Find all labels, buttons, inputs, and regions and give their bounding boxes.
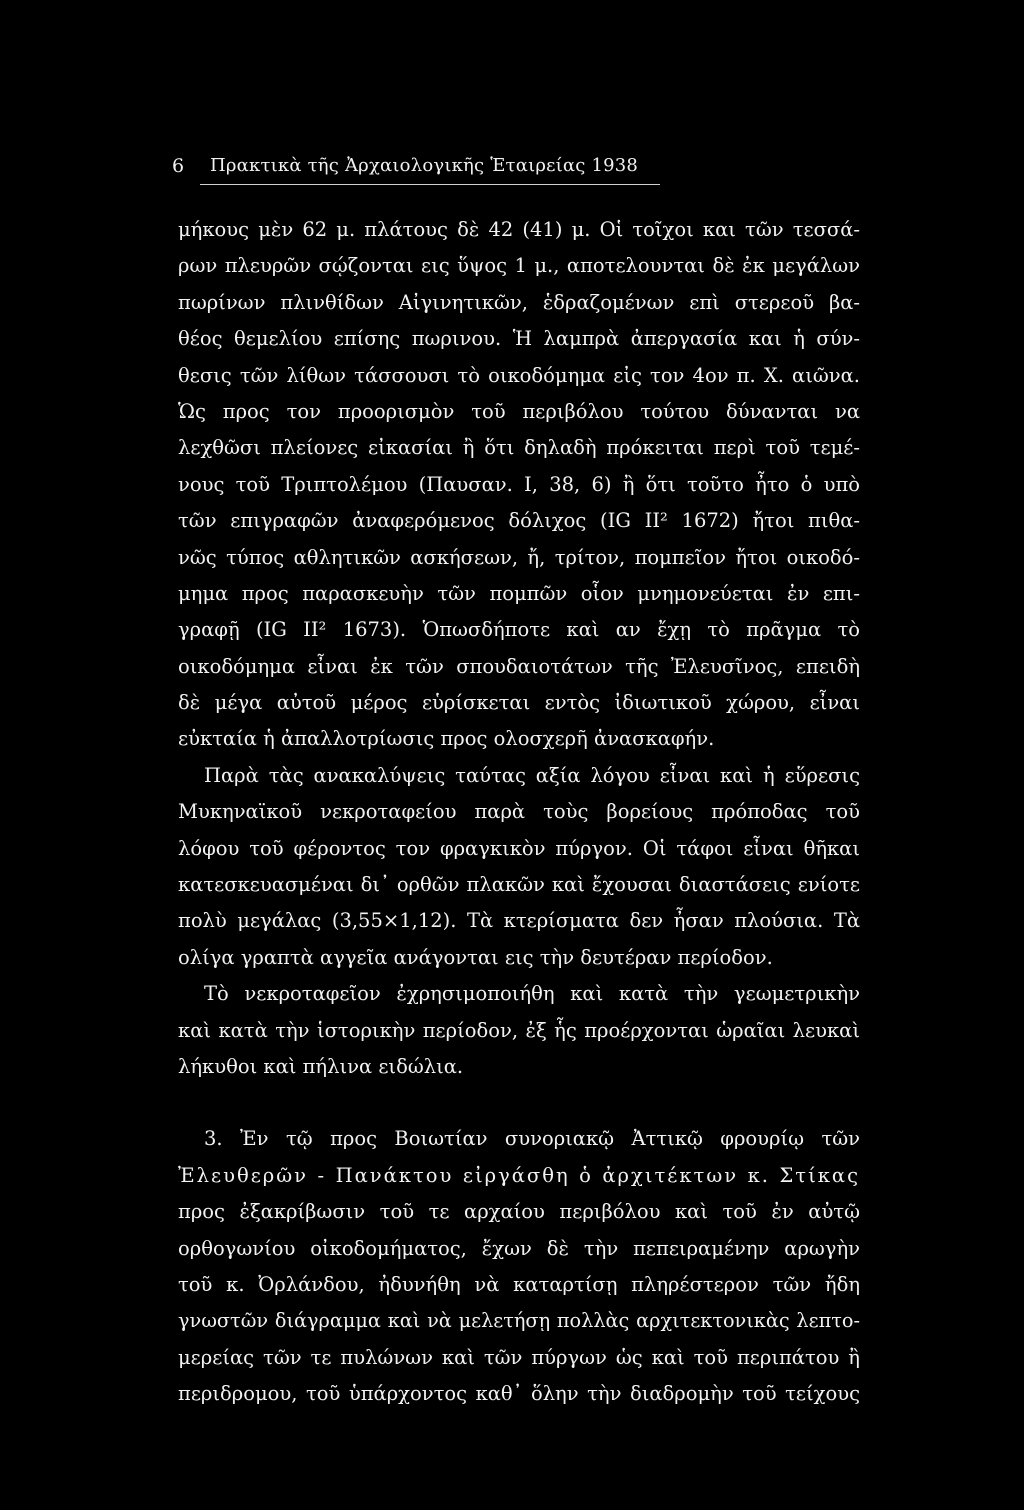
text-line: περιδρομου, τοῦ ὑπάρχοντος καθ᾽ ὅλην τὴν διαδρομὴν τοῦ τείχους xyxy=(178,1382,860,1406)
text-line: τοῦ κ. Ὀρλάνδου, ἠδυνήθη νὰ καταρτίσῃ πληρέστερον τῶν ἤδη xyxy=(178,1272,860,1296)
text-line: ρων πλευρῶν σῴζονται εις ὕψος 1 μ., αποτελουνται δὲ ἐκ μεγάλων xyxy=(178,254,860,278)
body-text xyxy=(178,212,860,1413)
text-line: τῶν επιγραφῶν ἀναφερόμενος δόλιχος (IG II² 1672) ἤτοι πιθα- xyxy=(178,509,860,533)
page-header xyxy=(172,155,862,185)
text-line: λήκυθοι καὶ πήλινα ειδώλια. xyxy=(178,1054,464,1078)
text-line: μήκους μὲν 62 μ. πλάτους δὲ 42 (41) μ. Οἱ τοῖχοι και τῶν τεσσά- xyxy=(178,218,860,241)
text-line: γνωστῶν διάγραμμα καὶ νὰ μελετήσῃ πολλὰς αρχιτεκτονικὰς λεπτο- xyxy=(178,1309,860,1333)
text-line: μερείας τῶν τε πυλώνων καὶ τῶν πύργων ὡς καὶ τοῦ περιπάτου ἢ xyxy=(178,1345,860,1369)
text-line: Μυκηναϊκοῦ νεκροταφείου παρὰ τοὺς βορείους πρόποδας τοῦ xyxy=(178,800,860,824)
text-line: Παρὰ τὰς ανακαλύψεις ταύτας αξία λόγου εἶναι καὶ ἡ εὕρεσις xyxy=(204,763,860,787)
running-head: Πρακτικὰ τῆς Ἀρχαιολογικῆς Ἑταιρείας 1938 xyxy=(210,155,639,176)
text-line: μημα προς παρασκευὴν τῶν πομπῶν οἷον μνημονεύεται ἐν επι- xyxy=(178,581,860,605)
text-line: γραφῇ (IG II² 1673). Ὁπωσδήποτε καὶ αν ἔχῃ τὸ πρᾶγμα τὸ xyxy=(178,618,860,642)
text-line: πολὺ μεγάλας (3,55×1,12). Τὰ κτερίσματα δεν ἦσαν πλούσια. Τὰ xyxy=(178,909,860,933)
text-line: ορθογωνίου οἰκοδομήματος, ἔχων δὲ τὴν πεπειραμένην αρωγὴν xyxy=(178,1236,860,1260)
text-line: νους τοῦ Τριπτολέμου (Παυσαν. I, 38, 6) ἢ ὅτι τοῦτο ἦτο ὁ υπὸ xyxy=(178,472,860,496)
text-line: λόφου τοῦ φέροντος τον φραγκικὸν πύργον. Οἱ τάφοι εἶναι θῆκαι xyxy=(178,836,860,860)
header-rule xyxy=(200,184,660,185)
text-line: Ἐλευθερῶν - Πανάκτου εἰργάσθη ὁ ἀρχιτέκτων κ. Στίκας xyxy=(178,1163,860,1187)
text-line: οικοδόμημα εἶναι ἐκ τῶν σπουδαιοτάτων τῆς Ἐλευσῖνος, επειδὴ xyxy=(178,654,860,678)
text-line: προς ἐξακρίβωσιν τοῦ τε αρχαίου περιβόλου καὶ τοῦ ἐν αὐτῷ xyxy=(178,1200,860,1224)
text-line: καὶ κατὰ τὴν ἱστορικὴν περίοδον, ἐξ ἧς προέρχονται ὡραῖαι λευκαὶ xyxy=(178,1018,860,1042)
text-line: δὲ μέγα αὐτοῦ μέρος εὑρίσκεται εντὸς ἰδιωτικοῦ χώρου, εἶναι xyxy=(178,691,860,715)
text-line: Τὸ νεκροταφεῖον ἐχρησιμοποιήθη καὶ κατὰ τὴν γεωμετρικὴν xyxy=(204,982,860,1006)
text-line: κατεσκευασμέναι δι᾽ ορθῶν πλακῶν καὶ ἔχουσαι διαστάσεις ενίοτε xyxy=(178,873,860,897)
section-gap xyxy=(178,1085,860,1121)
text-line: θεσις τῶν λίθων τάσσουσι τὸ οικοδόμημα εἰς τον 4ον π. Χ. αιῶνα. xyxy=(178,363,860,387)
page-number: 6 xyxy=(172,155,185,177)
text-line: 3. Ἐν τῷ προς Βοιωτίαν συνοριακῷ Ἀττικῷ φρουρίῳ τῶν xyxy=(204,1127,860,1151)
text-line: νῶς τύπος αθλητικῶν ασκήσεων, ἤ, τρίτον, πομπεῖον ἤτοι οικοδό- xyxy=(178,545,860,569)
text-line: εὐκταία ἡ ἀπαλλοτρίωσις προς ολοσχερῆ ἀνασκαφήν. xyxy=(178,727,715,751)
text-line: ολίγα γραπτὰ αγγεῖα ανάγονται εις τὴν δευτέραν περίοδον. xyxy=(178,945,773,969)
text-line: λεχθῶσι πλείονες εἰκασίαι ἢ ὅτι δηλαδὴ πρόκειται περὶ τοῦ τεμέ- xyxy=(178,436,860,460)
text-line: πωρίνων πλινθίδων Αἰγινητικῶν, ἑδραζομένων επὶ στερεοῦ βα- xyxy=(178,290,860,314)
text-line: Ὡς προς τον προορισμὸν τοῦ περιβόλου τούτου δύνανται να xyxy=(178,399,860,423)
text-line: θέος θεμελίου επίσης πωρινου. Ἡ λαμπρὰ ἀπεργασία και ἡ σύν- xyxy=(178,327,860,351)
